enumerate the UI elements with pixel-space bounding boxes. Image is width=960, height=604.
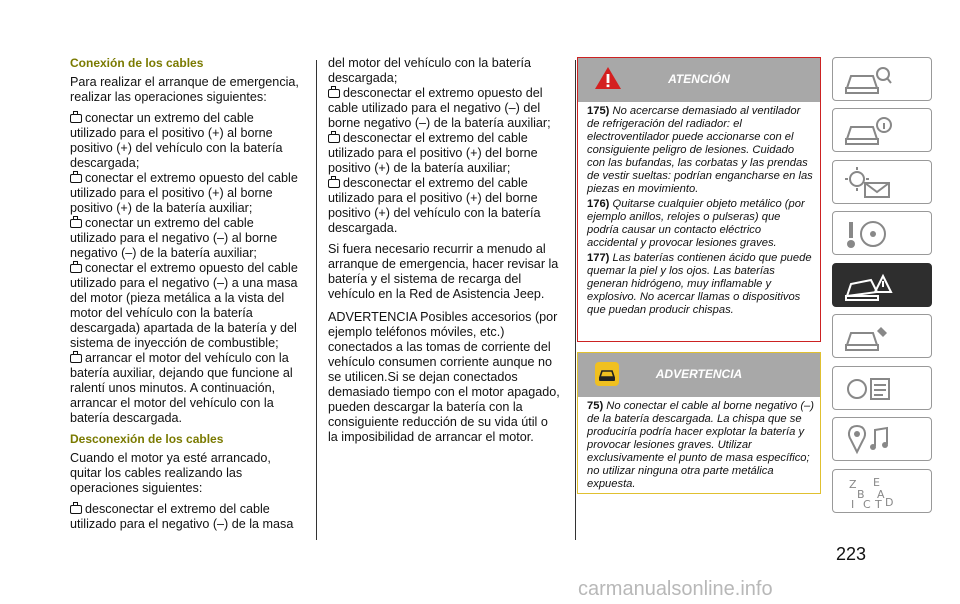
step-item: desconectar el extremo opuesto del cable utilizado para el negativo (–) del borne negativo (–) de la batería auxiliar;: [328, 86, 551, 130]
attention-body: [578, 102, 820, 325]
section-heading-connection: Conexión de los cables: [70, 56, 204, 70]
section-heading-disconnection: Desconexión de los cables: [70, 432, 224, 446]
bullet-icon: [70, 505, 82, 514]
step-item: desconectar el extremo del cable utilizado para el negativo (–) de la masa: [70, 502, 294, 531]
tab-multimedia[interactable]: [832, 417, 932, 461]
svg-text:Z: Z: [849, 478, 857, 491]
tab-car-info[interactable]: [832, 108, 932, 152]
step-item: conectar el extremo opuesto del cable utilizado para el negativo (–) a una masa del motor (pieza metálica a la vista del motor del vehículo con la batería descargada) apartada de la batería y del sistema de inyección de combustible;: [70, 261, 298, 350]
svg-text:C: C: [863, 498, 871, 510]
tab-emergency[interactable]: [832, 263, 932, 307]
index-icon: [843, 474, 893, 510]
attention-box: [577, 57, 821, 342]
bullet-icon: [70, 219, 82, 228]
car-service-icon: [843, 319, 893, 355]
attention-item: 175) No acercarse demasiado al ventilador de refrigeración del radiador: el electroventilador puede accionarse con el consiguiente peligro de lesiones. Cuidado con las bufandas, las corbatas y las prendas de vestir sueltas: podrían engancharse en las piezas en movimiento.: [587, 105, 813, 195]
tab-steering[interactable]: [832, 211, 932, 255]
section-intro: Cuando el motor ya esté arrancado, quitar los cables realizando las operaciones siguientes:: [70, 451, 271, 495]
car-info-icon: [843, 113, 893, 149]
step-item: conectar un extremo del cable utilizado para el positivo (+) al borne positivo (+) del vehículo con la batería descargada;: [70, 111, 283, 170]
bullet-icon: [328, 89, 340, 98]
svg-text:I: I: [851, 498, 855, 510]
advertencia-item: 75) No conectar el cable al borne negativo (–) de la batería descargada. La chispa que se produciría podría hacer explotar la batería y provocar lesiones graves. Utilizar exclusivamente el punto de masa específico; no utilizar ninguna otra parte metálica expuesta.: [587, 400, 814, 490]
column-divider: [316, 60, 317, 540]
step-item: conectar un extremo del cable utilizado para el negativo (–) al borne negativo (–) de la batería auxiliar;: [70, 216, 278, 260]
emergency-car-icon: [843, 268, 893, 304]
svg-text:E: E: [873, 476, 880, 489]
attention-item: 176) Quitarse cualquier objeto metálico (por ejemplo anillos, relojes o pulseras) que podría causar un contacto eléctrico accidental y provocar lesiones graves.: [587, 198, 805, 249]
attention-title: ATENCIÓN: [668, 72, 730, 86]
tab-index[interactable]: [832, 469, 932, 513]
svg-text:D: D: [885, 496, 893, 509]
tab-car-search[interactable]: [832, 57, 932, 101]
tab-specifications[interactable]: [832, 366, 932, 410]
multimedia-icon: [843, 422, 893, 458]
paragraph-accessories-note: ADVERTENCIA Posibles accesorios (por ejemplo teléfonos móviles, etc.) conectados a las tomas de corriente del vehículo consumen corriente aunque no se utilicen.Si se dejan conectados demasiado tiempo con el motor apagado, pueden descargar la batería con la consiguiente reducción de su vida útil o la imposibilidad de arrancar el motor.: [328, 310, 560, 444]
specifications-icon: [843, 371, 893, 407]
attention-header: [578, 58, 820, 102]
bullet-icon: [70, 264, 82, 273]
svg-text:A: A: [877, 488, 885, 501]
page-number: 223: [836, 544, 867, 564]
warning-lights-icon: [843, 165, 893, 201]
bullet-icon: [328, 134, 340, 143]
column-left: [70, 56, 302, 532]
step-item: arrancar el motor del vehículo con la batería auxiliar, dejando que funcione al ralentí unos minutos. A continuación, arrancar el motor del vehículo con la batería descargada.: [70, 351, 293, 425]
step-item: desconectar el extremo del cable utilizado para el positivo (+) del borne positivo (+) de la batería auxiliar;: [328, 131, 538, 175]
watermark: carmanualsonline.info: [578, 578, 773, 600]
step-item: desconectar el extremo del cable utilizado para el positivo (+) del borne positivo (+) del vehículo con la batería descargada.: [328, 176, 541, 235]
paragraph-battery-check: Si fuera necesario recurrir a menudo al arranque de emergencia, hacer revisar la batería y el sistema de recarga del vehículo en la Red de Asistencia Jeep.: [328, 242, 559, 301]
bullet-icon: [328, 179, 340, 188]
connection-steps: [70, 111, 302, 426]
advertencia-title: ADVERTENCIA: [655, 367, 743, 381]
step-item: conectar el extremo opuesto del cable utilizado para el positivo (+) al borne positivo (+) de la batería auxiliar;: [70, 171, 298, 215]
advertencia-body: [578, 397, 820, 499]
column-middle: [328, 56, 560, 451]
step-continuation: del motor del vehículo con la batería descargada;: [328, 56, 532, 85]
car-search-icon: [843, 62, 893, 98]
bullet-icon: [70, 114, 82, 123]
advertencia-header: [578, 353, 820, 397]
bullet-icon: [70, 174, 82, 183]
svg-text:B: B: [857, 488, 865, 501]
column-divider: [575, 60, 576, 540]
attention-item: 177) Las baterías contienen ácido que puede quemar la piel y los ojos. Las baterías generan hidrógeno, muy inflamable y explosivo. No acercar llamas o dispositivos que puedan producir chispas.: [587, 252, 812, 316]
tab-car-service[interactable]: [832, 314, 932, 358]
bullet-icon: [70, 354, 82, 363]
steering-wheel-icon: [843, 216, 893, 252]
section-intro: Para realizar el arranque de emergencia, realizar las operaciones siguientes:: [70, 75, 299, 104]
advertencia-box: [577, 352, 821, 494]
svg-text:T: T: [875, 498, 882, 510]
tab-warning-lights[interactable]: [832, 160, 932, 204]
